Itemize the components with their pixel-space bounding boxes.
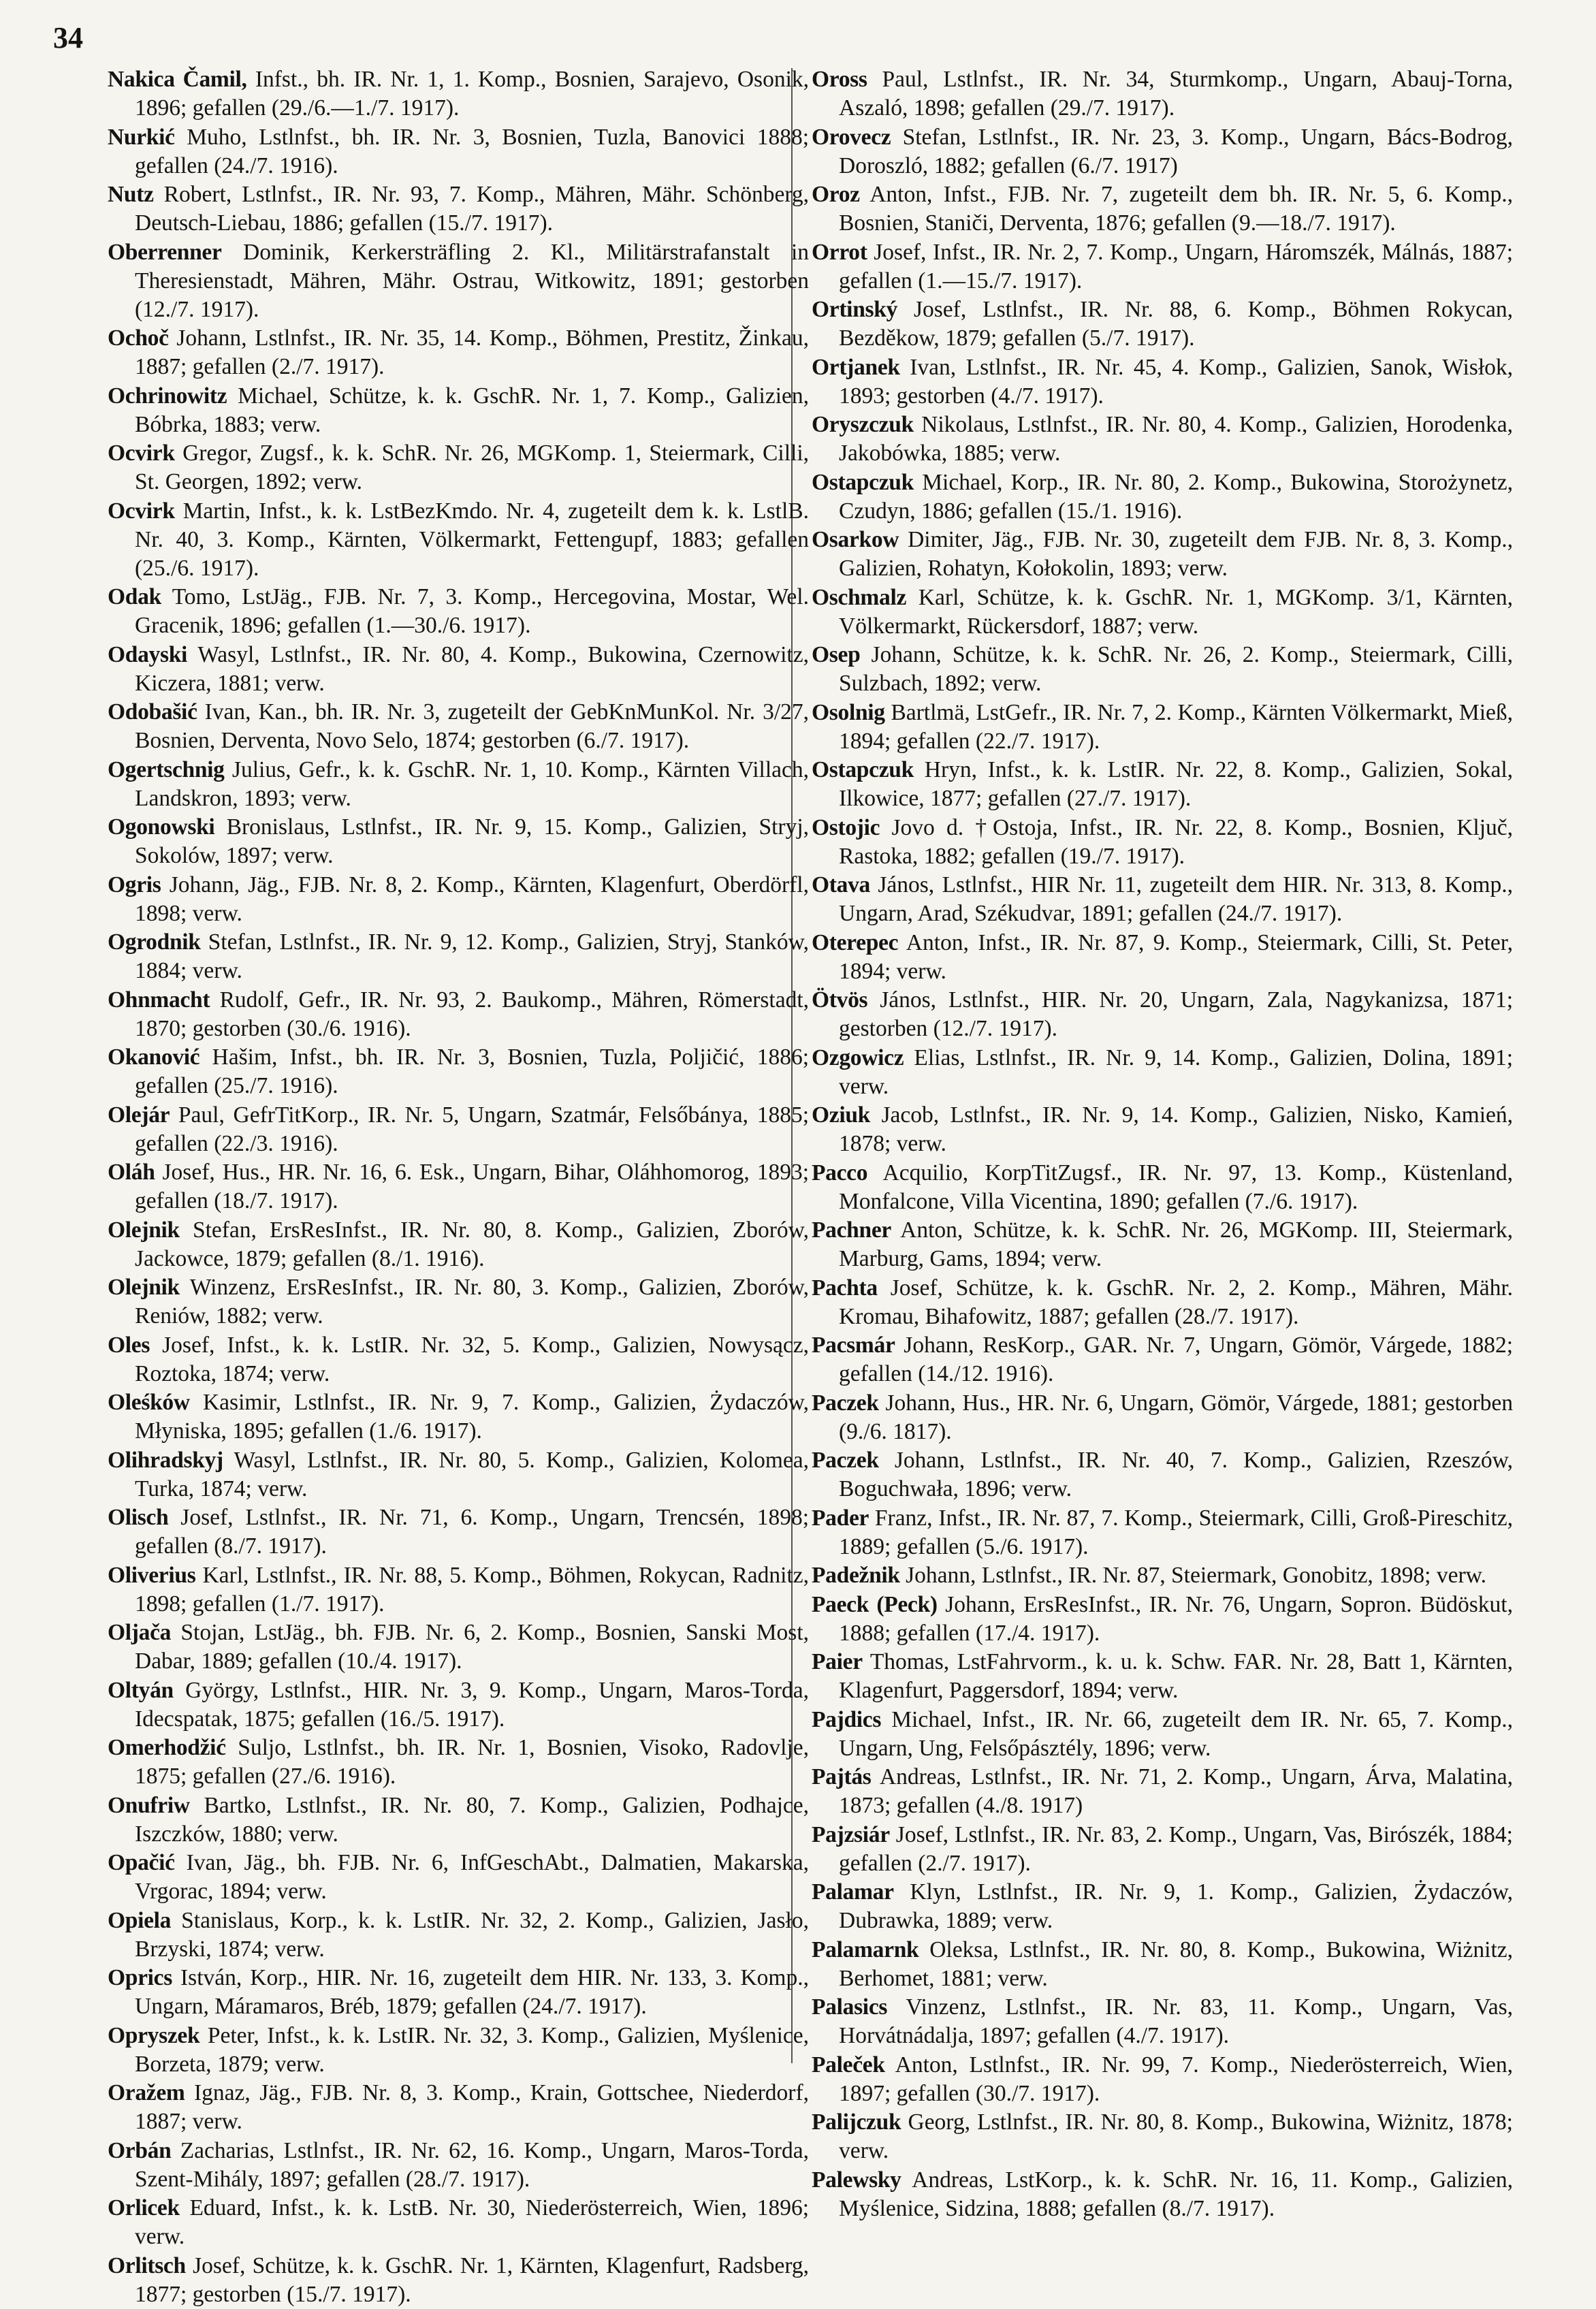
entry-details: Josef, Lstlnfst., IR. Nr. 88, 6. Komp., Böhmen Rokycan, Bezděkow, 1879; gefallen (5./7. 1917). [839,297,1513,351]
entry-surname: Palijczuk [812,2109,901,2135]
register-entry [108,1388,809,1446]
entry-surname: Odobašić [108,699,197,724]
register-entry [812,1389,1513,1446]
entry-surname: Oterepec [812,929,899,955]
register-entry [108,2022,809,2079]
register-entry [108,324,809,381]
entry-surname: Ogonowski [108,814,215,840]
entry-details: Josef, Schütze, k. k. GschR. Nr. 1, Kärnten, Klagenfurt, Radsberg, 1877; gestorben (15./7. 1917). [135,2252,809,2307]
register-entry [812,1763,1513,1820]
register-entry [812,1936,1513,1993]
entry-surname: Ochoč [108,325,169,351]
register-entry [812,986,1513,1043]
register-entry [812,2108,1513,2165]
entry-surname: Otava [812,872,870,897]
entry-surname: Olihradskyj [108,1447,223,1473]
register-entry [812,699,1513,756]
entry-surname: Ortjanek [812,354,900,380]
register-entry [108,1043,809,1100]
register-entry [812,1504,1513,1561]
entry-details: Michael, Infst., IR. Nr. 66, zugeteilt dem IR. Nr. 65, 7. Komp., Ungarn, Ung, Felsőpásztély, 1896; verw. [839,1706,1513,1761]
entry-details: Gregor, Zugsf., k. k. SchR. Nr. 26, MGKomp. 1, Steiermark, Cilli, St. Georgen, 1892; verw. [135,441,810,494]
entry-surname: Pachner [812,1217,891,1243]
entry-surname: Pachta [812,1275,878,1301]
entry-details: Eduard, Infst., k. k. LstB. Nr. 30, Niederösterreich, Wien, 1896; verw. [135,2195,809,2249]
register-entry [812,1044,1513,1101]
register-entry [812,1561,1513,1590]
entry-details: Michael, Schütze, k. k. GschR. Nr. 1, 7. Komp., Galizien, Bóbrka, 1883; verw. [135,383,809,437]
entry-surname: Paier [812,1649,863,1674]
entry-surname: Opačić [108,1850,175,1875]
entry-surname: Ohnmacht [108,987,210,1013]
entry-details: Josef, Infst., k. k. LstIR. Nr. 32, 5. Komp., Galizien, Nowysącz, Roztoka, 1874; verw. [135,1332,810,1386]
entry-surname: Ochrinowitz [108,383,227,409]
register-entry [108,1216,809,1273]
entry-details: Paul, Lstlnfst., IR. Nr. 34, Sturmkomp., Ungarn, Abauj-Torna, Aszaló, 1898; gefallen (29./7. 1917). [839,67,1513,121]
register-entry [812,1331,1513,1388]
register-entry [812,1993,1513,2050]
register-entry [108,238,809,324]
entry-details: Anton, Schütze, k. k. SchR. Nr. 26, MGKomp. III, Steiermark, Marburg, Gams, 1894; verw. [839,1217,1514,1271]
entry-surname: Oprics [108,1965,172,1990]
entry-details: Bronislaus, Lstlnfst., IR. Nr. 9, 15. Komp., Galizien, Stryj, Sokolów, 1897; verw. [135,814,810,868]
entry-details: Peter, Infst., k. k. LstIR. Nr. 32, 3. Komp., Galizien, Myślenice, Borzeta, 1879; verw. [135,2022,809,2077]
register-entry [812,1648,1513,1705]
entry-surname: Opryszek [108,2022,200,2048]
entry-details: Hryn, Infst., k. k. LstIR. Nr. 22, 8. Komp., Galizien, Sokal, Ilkowice, 1877; gefallen (27./7. 1917). [839,757,1514,811]
entry-details: Dominik, Kerkersträfling 2. Kl., Militärstrafanstalt in Theresienstadt, Mähren, Mähr. Ostrau, Witkowitz, 1891; gestorben (12./7. 1917). [135,239,809,322]
entry-details: Elias, Lstlnfst., IR. Nr. 9, 14. Komp., Galizien, Dolina, 1891; verw. [839,1045,1514,1099]
entry-details: Johann, ResKorp., GAR. Nr. 7, Ungarn, Gömör, Várgede, 1882; gefallen (14./12. 1916). [839,1333,1514,1386]
entry-details: Rudolf, Gefr., IR. Nr. 93, 2. Baukomp., Mähren, Römerstadt, 1870; gestorben (30./6. 1916). [135,987,810,1041]
entry-details: Georg, Lstlnfst., IR. Nr. 80, 8. Komp., Bukowina, Wiżnitz, 1878; verw. [839,2109,1513,2163]
entry-details: Karl, Lstlnfst., IR. Nr. 88, 5. Komp., Böhmen, Rokycan, Radnitz, 1898; gefallen (1./7. 1917). [135,1562,809,1617]
entry-details: Josef, Infst., IR. Nr. 2, 7. Komp., Ungarn, Háromszék, Málnás, 1887; gefallen (1.—15./7. 1917). [839,239,1514,293]
entry-details: Johann, Hus., HR. Nr. 6, Ungarn, Gömör, Várgede, 1881; gestorben (9./6. 1817). [839,1390,1513,1444]
entry-details: Andreas, LstKorp., k. k. SchR. Nr. 16, 11. Komp., Galizien, Myślenice, Sidzina, 1888; gefallen (8./7. 1917). [839,2167,1513,2221]
entry-surname: Ogertschnig [108,757,225,782]
entry-surname: Pajtás [812,1764,872,1789]
register-entry [108,2137,809,2194]
entry-surname: Ötvös [812,987,868,1013]
entry-details: Robert, Lstlnfst., IR. Nr. 93, 7. Komp., Mähren, Mähr. Schönberg, Deutsch-Liebau, 1886; gefallen (15./7. 1917). [135,182,810,236]
register-entry [812,1274,1513,1331]
entry-surname: Ogris [108,872,161,897]
entry-details: Hašim, Infst., bh. IR. Nr. 3, Bosnien, Tuzla, Poljičić, 1886; gefallen (25./7. 1916). [135,1045,809,1098]
entry-surname: Orlicek [108,2195,180,2220]
entry-details: Josef, Lstlnfst., IR. Nr. 83, 2. Komp., Ungarn, Vas, Birószék, 1884; gefallen (2./7. 1917). [839,1821,1513,1876]
register-entry [812,468,1513,526]
register-entry [108,1503,809,1561]
entry-details: Anton, Infst., FJB. Nr. 7, zugeteilt dem bh. IR. Nr. 5, 6. Komp., Bosnien, Staniči, Derventa, 1876; gefallen (9.—18./7. 1917). [839,182,1513,236]
entry-details: Muho, Lstlnfst., bh. IR. Nr. 3, Bosnien, Tuzla, Banovici 1888; gefallen (24./7. 1916). [135,124,809,178]
entry-surname: Olisch [108,1505,169,1530]
register-entry [812,353,1513,411]
page-number: 34 [53,21,83,54]
entry-details: Bartko, Lstlnfst., IR. Nr. 80, 7. Komp., Galizien, Podhajce, Iszczków, 1880; verw. [135,1792,809,1847]
entry-details: Johann, Lstlnfst., IR. Nr. 35, 14. Komp., Böhmen, Prestitz, Žinkau, 1887; gefallen (2./7. 1917). [135,325,809,379]
entry-surname: Oražem [108,2080,185,2105]
entry-surname: Orlitsch [108,2252,186,2278]
register-entry [108,698,809,755]
register-entry [108,1964,809,2021]
entry-surname: Pacsmár [812,1333,895,1358]
register-entry [108,1849,809,1906]
entry-surname: Nutz [108,182,154,207]
entry-details: Kasimir, Lstlnfst., IR. Nr. 9, 7. Komp., Galizien, Żydaczów, Młyniska, 1895; gefallen (1./6. 1917). [135,1390,809,1444]
entry-details: Martin, Infst., k. k. LstBezKmdo. Nr. 4, zugeteilt dem k. k. LstlB. Nr. 40, 3. Komp., Kärnten, Völkermarkt, Fettengupf, 1883; gefallen (25./6. 1917). [135,498,809,581]
entry-details: Franz, Infst., IR. Nr. 87, 7. Komp., Steiermark, Cilli, Groß-Pireschitz, 1889; gefallen (5./6. 1917). [839,1505,1513,1559]
entry-surname: Ostapczuk [812,469,914,495]
entry-details: Acquilio, KorpTitZugsf., IR. Nr. 97, 13. Komp., Küstenland, Monfalcone, Villa Vicentina, 1890; gefallen (7./6. 1917). [839,1160,1513,1214]
register-entry [812,238,1513,296]
entry-surname: Ostapczuk [812,757,914,782]
entry-surname: Palasics [812,1994,888,2020]
register-entry [108,1331,809,1388]
entry-details: Klyn, Lstlnfst., IR. Nr. 9, 1. Komp., Galizien, Żydaczów, Dubrawka, 1889; verw. [839,1879,1513,1933]
entry-details: Oleksa, Lstlnfst., IR. Nr. 80, 8. Komp., Bukowina, Wiżnitz, Berhomet, 1881; verw. [839,1937,1514,1991]
entry-surname: Orovecz [812,124,891,150]
register-entry [812,1878,1513,1935]
entry-details: Johann, Jäg., FJB. Nr. 8, 2. Komp., Kärnten, Klagenfurt, Oberdörfl, 1898; verw. [135,872,809,926]
register-entry [108,1792,809,1849]
entry-details: János, Lstlnfst., HIR. Nr. 20, Ungarn, Zala, Nagykanizsa, 1871; gestorben (12./7. 1917). [839,987,1514,1041]
register-entry [108,871,809,928]
entry-surname: Omerhodžić [108,1735,226,1760]
entry-details: György, Lstlnfst., HIR. Nr. 3, 9. Komp., Ungarn, Maros-Torda, Idecspatak, 1875; gefallen (16./5. 1917). [135,1677,810,1732]
entry-details: Suljo, Lstlnfst., bh. IR. Nr. 1, Bosnien, Visoko, Radovlje, 1875; gefallen (27./6. 1916). [135,1735,809,1789]
register-entry [108,928,809,985]
entry-surname: Oliverius [108,1562,196,1588]
entry-details: Wasyl, Lstlnfst., IR. Nr. 80, 4. Komp., Bukowina, Czernowitz, Kiczera, 1881; verw. [135,641,809,696]
entry-surname: Oljača [108,1620,172,1645]
entry-details: István, Korp., HIR. Nr. 16, zugeteilt dem HIR. Nr. 133, 3. Komp., Ungarn, Máramaros, Bréb, 1879; gefallen (24./7. 1917). [135,1965,809,2019]
entry-surname: Nurkić [108,124,175,150]
entry-details: Ivan, Kan., bh. IR. Nr. 3, zugeteilt der GebKnMunKol. Nr. 3/27, Bosnien, Derventa, Novo Selo, 1874; gestorben (6./7. 1917). [135,699,810,753]
entry-details: Paul, GefrTitKorp., IR. Nr. 5, Ungarn, Szatmár, Felsőbánya, 1885; gefallen (22./3. 1916). [135,1102,810,1156]
register-entry [108,1619,809,1676]
entry-surname: Oberrenner [108,239,222,265]
register-entry [108,2079,809,2136]
entry-surname: Olejnik [108,1275,180,1300]
entry-surname: Odayski [108,641,188,667]
register-entry [812,411,1513,468]
register-entry [812,2166,1513,2223]
entry-surname: Orbán [108,2137,172,2163]
entry-details: Josef, Hus., HR. Nr. 16, 6. Esk., Ungarn, Bihar, Oláhhomorog, 1893; gefallen (18./7. 1917). [135,1160,809,1213]
entry-surname: Palewsky [812,2167,901,2193]
register-entry [108,123,809,180]
register-entry [812,1446,1513,1503]
entry-surname: Olejnik [108,1217,180,1243]
register-entry [812,929,1513,986]
register-entry [812,814,1513,871]
register-entry [812,584,1513,641]
register-entry [108,1907,809,1964]
entry-details: Infst., bh. IR. Nr. 1, 1. Komp., Bosnien, Sarajevo, Osonik, 1896; gefallen (29./6.—1./7. 1917). [135,67,810,121]
entry-surname: Odak [108,584,161,609]
entry-surname: Oles [108,1332,150,1358]
entry-details: Tomo, LstJäg., FJB. Nr. 7, 3. Komp., Hercegovina, Mostar, Wel. Gracenik, 1896; gefallen (1.—30./6. 1917). [135,584,809,638]
register-entry [812,65,1513,123]
entry-surname: Olejár [108,1102,170,1128]
register-entry [108,1273,809,1331]
register-entry [108,1158,809,1215]
register-entry [108,986,809,1043]
register-entry [812,1216,1513,1273]
register-entry [812,1159,1513,1216]
entry-details: Ivan, Jäg., bh. FJB. Nr. 6, InfGeschAbt., Dalmatien, Makarska, Vrgorac, 1894; verw. [135,1850,810,1904]
entry-surname: Ocvirk [108,498,175,524]
entry-surname: Ogrodnik [108,929,201,955]
entry-surname: Oltyán [108,1677,174,1703]
entry-details: Ignaz, Jäg., FJB. Nr. 8, 3. Komp., Krain, Gottschee, Niederdorf, 1887; verw. [135,2080,809,2134]
entry-details: Anton, Lstlnfst., IR. Nr. 99, 7. Komp., Niederösterreich, Wien, 1897; gefallen (30./7. 1917). [839,2052,1513,2106]
register-entry [108,2252,809,2309]
register-entry [108,65,809,123]
entry-surname: Paczek [812,1448,879,1473]
entry-surname: Osarkow [812,527,899,552]
entry-surname: Oryszczuk [812,412,914,437]
entry-details: Stefan, Lstlnfst., IR. Nr. 9, 12. Komp., Galizien, Stryj, Stanków, 1884; verw. [135,929,809,983]
register-entry [812,1591,1513,1648]
entry-details: Josef, Lstlnfst., IR. Nr. 71, 6. Komp., Ungarn, Trencsén, 1898; gefallen (8./7. 1917). [135,1505,810,1559]
entry-surname: Ostojic [812,814,880,840]
register-entry [108,382,809,439]
entry-details: Wasyl, Lstlnfst., IR. Nr. 80, 5. Komp., Galizien, Kolomea, Turka, 1874; verw. [135,1447,809,1501]
entry-surname: Oross [812,67,867,92]
register-entry [108,583,809,640]
register-entry [812,526,1513,583]
register-entry [812,756,1513,813]
right-column [812,65,1513,2223]
entry-surname: Oláh [108,1160,155,1185]
entry-details: Ivan, Lstlnfst., IR. Nr. 45, 4. Komp., Galizien, Sanok, Wisłok, 1893; gestorben (4./7. 1917). [839,354,1513,409]
entry-details: Johann, Lstlnfst., IR. Nr. 40, 7. Komp., Galizien, Rzeszów, Boguchwała, 1896; verw. [839,1448,1514,1501]
entry-details: Zacharias, Lstlnfst., IR. Nr. 62, 16. Komp., Ungarn, Maros-Torda, Szent-Mihály, 1897; gefallen (28./7. 1917). [135,2137,809,2192]
register-entry [108,1101,809,1158]
entry-surname: Onufriw [108,1792,190,1818]
register-entry [812,180,1513,238]
entry-surname: Ocvirk [108,441,175,466]
entry-details: Karl, Schütze, k. k. GschR. Nr. 1, MGKomp. 3/1, Kärnten, Völkermarkt, Rückersdorf, 1887; verw. [839,584,1513,639]
entry-details: Jovo d. †Ostoja, Infst., IR. Nr. 22, 8. Komp., Bosnien, Ključ, Rastoka, 1882; gefallen (19./7. 1917). [839,814,1514,869]
entry-surname: Palamarnk [812,1937,919,1962]
entry-details: Stanislaus, Korp., k. k. LstIR. Nr. 32, 2. Komp., Galizien, Jasło, Brzyski, 1874; verw. [135,1907,809,1962]
register-entry [812,641,1513,698]
register-entry [108,813,809,870]
entry-details: Julius, Gefr., k. k. GschR. Nr. 1, 10. Komp., Kärnten Villach, Landskron, 1893; verw. [135,757,809,811]
register-entry [108,1446,809,1503]
entry-surname: Ozgowicz [812,1045,904,1070]
register-entry [108,1676,809,1734]
entry-details: Jacob, Lstlnfst., IR. Nr. 9, 14. Komp., Galizien, Nisko, Kamień, 1878; verw. [839,1102,1513,1156]
register-entry [108,1734,809,1791]
entry-surname: Oleśków [108,1390,190,1415]
register-entry [812,2051,1513,2108]
entry-surname: Oziuk [812,1102,870,1128]
register-entry [108,439,809,496]
register-entry [108,756,809,813]
left-column [108,65,809,2309]
register-entry [812,1821,1513,1878]
entry-details: Bartlmä, LstGefr., IR. Nr. 7, 2. Komp., Kärnten Völkermarkt, Mieß, 1894; gefallen (22./7. 1917). [839,699,1513,754]
register-entry [812,1101,1513,1158]
register-entry [108,497,809,583]
register-entry [812,123,1513,180]
entry-surname: Padežnik [812,1563,900,1588]
entry-surname: Osep [812,642,861,667]
entry-details: Josef, Schütze, k. k. GschR. Nr. 2, 2. Komp., Mähren, Mähr. Kromau, Bihafowitz, 1887; gefallen (28./7. 1917). [839,1275,1513,1329]
entry-details: Anton, Infst., IR. Nr. 87, 9. Komp., Steiermark, Cilli, St. Peter, 1894; verw. [839,929,1513,984]
entry-surname: Paleček [812,2052,885,2077]
entry-surname: Ortinský [812,297,898,322]
entry-surname: Oschmalz [812,584,907,610]
entry-details: Winzenz, ErsResInfst., IR. Nr. 80, 3. Komp., Galizien, Zborów, Reniów, 1882; verw. [135,1275,809,1328]
entry-details: Thomas, LstFahrvorm., k. u. k. Schw. FAR. Nr. 28, Batt 1, Kärnten, Klagenfurt, Paggersdorf, 1894; verw. [839,1649,1513,1703]
entry-details: Johann, Lstlnfst., IR. Nr. 87, Steiermark, Gonobitz, 1898; verw. [906,1563,1487,1588]
entry-surname: Paeck (Peck) [812,1591,938,1617]
entry-surname: Pacco [812,1160,868,1185]
entry-surname: Oroz [812,182,860,207]
entry-details: Stojan, LstJäg., bh. FJB. Nr. 6, 2. Komp., Bosnien, Sanski Most, Dabar, 1889; gefallen (10./4. 1917). [135,1620,810,1674]
entry-surname: Osolnig [812,699,885,725]
entry-details: Nikolaus, Lstlnfst., IR. Nr. 80, 4. Komp., Galizien, Horodenka, Jakobówka, 1885; verw. [839,412,1514,466]
entry-details: János, Lstlnfst., HIR Nr. 11, zugeteilt dem HIR. Nr. 313, 8. Komp., Ungarn, Arad, Székudvar, 1891; gefallen (24./7. 1917). [839,872,1513,926]
entry-surname: Pader [812,1505,869,1531]
entry-details: Johann, Schütze, k. k. SchR. Nr. 26, 2. Komp., Steiermark, Cilli, Sulzbach, 1892; verw. [839,642,1513,696]
entry-details: Vinzenz, Lstlnfst., IR. Nr. 83, 11. Komp., Ungarn, Vas, Horvátnádalja, 1897; gefallen (4./7. 1917). [839,1994,1513,2048]
register-entry [812,296,1513,353]
entry-details: Michael, Korp., IR. Nr. 80, 2. Komp., Bukowina, Storożynetz, Czudyn, 1886; gefallen (15./1. 1916). [839,469,1514,524]
entry-details: Johann, ErsResInfst., IR. Nr. 76, Ungarn, Sopron. Büdöskut, 1888; gefallen (17./4. 1917). [839,1591,1513,1646]
register-entry [812,1706,1513,1763]
entry-details: Stefan, Lstlnfst., IR. Nr. 23, 3. Komp., Ungarn, Bács-Bodrog, Doroszló, 1882; gefallen (6./7. 1917) [839,124,1513,178]
entry-surname: Palamar [812,1879,894,1905]
entry-surname: Nakica Čamil, [108,67,247,92]
register-entry [108,2194,809,2251]
entry-details: Stefan, ErsResInfst., IR. Nr. 80, 8. Komp., Galizien, Zborów, Jackowce, 1879; gefallen (8./1. 1916). [135,1217,809,1271]
entry-surname: Okanović [108,1045,200,1070]
register-entry [108,1561,809,1619]
register-entry [812,871,1513,928]
entry-details: Andreas, Lstlnfst., IR. Nr. 71, 2. Komp., Ungarn, Árva, Malatina, 1873; gefallen (4./8. 1917) [839,1764,1513,1818]
register-entry [108,180,809,238]
entry-surname: Pajdics [812,1706,882,1732]
entry-surname: Opiela [108,1907,172,1933]
entry-surname: Orrot [812,239,867,265]
entry-surname: Pajzsiár [812,1821,890,1847]
register-entry [108,641,809,698]
entry-surname: Paczek [812,1390,879,1416]
entry-details: Dimiter, Jäg., FJB. Nr. 30, zugeteilt dem FJB. Nr. 8, 3. Komp., Galizien, Rohatyn, Kołokolin, 1893; verw. [839,527,1513,581]
